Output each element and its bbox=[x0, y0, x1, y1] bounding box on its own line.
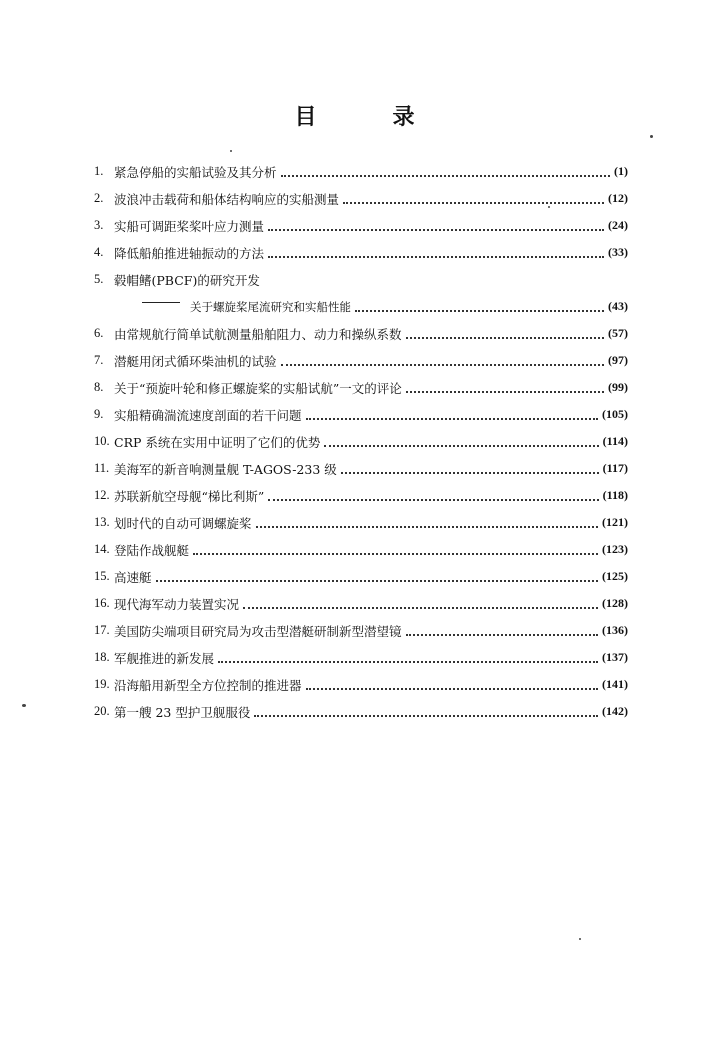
toc-entry[interactable] bbox=[94, 266, 628, 293]
toc-entry[interactable] bbox=[94, 536, 628, 563]
toc-entry[interactable] bbox=[94, 428, 628, 455]
entry-page: (99) bbox=[608, 380, 628, 394]
entry-title: 降低船舶推进轴振动的方法 bbox=[114, 245, 265, 261]
entry-page: (97) bbox=[608, 353, 628, 367]
entry-number: 1. bbox=[94, 164, 104, 178]
entry-page: (57) bbox=[608, 326, 628, 340]
toc-entry[interactable] bbox=[94, 509, 628, 536]
title-char-1: 目 bbox=[294, 104, 321, 130]
entry-title: 实船可调距桨桨叶应力测量 bbox=[114, 218, 265, 234]
entry-page: (123) bbox=[602, 542, 628, 556]
entry-number: 7. bbox=[94, 353, 104, 367]
entry-title: 毂帽鳍(PBCF)的研究开发 bbox=[114, 272, 260, 288]
toc-entry[interactable] bbox=[94, 455, 628, 482]
entry-title: 第一艘 23 型护卫舰服役 bbox=[114, 704, 251, 720]
entry-title: 苏联新航空母舰“梯比利斯” bbox=[114, 488, 265, 504]
entry-title: 由常规航行简单试航测量船舶阻力、动力和操纵系数 bbox=[114, 326, 402, 342]
toc-entry[interactable] bbox=[94, 401, 628, 428]
toc-entry[interactable] bbox=[94, 158, 628, 185]
dot-leader bbox=[193, 539, 598, 555]
entry-number: 20. bbox=[94, 704, 110, 718]
entry-title: 划时代的自动可调螺旋桨 bbox=[114, 515, 252, 531]
entry-number: 5. bbox=[94, 272, 104, 286]
entry-page: (128) bbox=[602, 596, 628, 610]
entry-number: 15. bbox=[94, 569, 110, 583]
toc-entry[interactable] bbox=[94, 374, 628, 401]
entry-page: (12) bbox=[608, 191, 628, 205]
toc-entry[interactable] bbox=[94, 239, 628, 266]
entry-number: 3. bbox=[94, 218, 104, 232]
entry-number: 4. bbox=[94, 245, 104, 259]
dot-leader bbox=[268, 215, 604, 231]
entry-number: 13. bbox=[94, 515, 110, 529]
toc-entry[interactable] bbox=[94, 698, 628, 725]
entry-number: 17. bbox=[94, 623, 110, 637]
scan-speck bbox=[650, 135, 653, 138]
toc-entry[interactable] bbox=[94, 320, 628, 347]
scan-speck bbox=[579, 938, 581, 940]
entry-number: 9. bbox=[94, 407, 104, 421]
toc-entry[interactable] bbox=[94, 617, 628, 644]
entry-page: (141) bbox=[602, 677, 628, 691]
dot-leader bbox=[355, 296, 604, 312]
dot-leader bbox=[243, 593, 598, 609]
toc-entry[interactable] bbox=[94, 347, 628, 374]
entry-page: (33) bbox=[608, 245, 628, 259]
entry-title: 实船精确湍流速度剖面的若干问题 bbox=[114, 407, 302, 423]
title-char-2: 录 bbox=[392, 104, 419, 130]
dot-leader bbox=[306, 404, 598, 420]
dot-leader bbox=[406, 377, 604, 393]
entry-page: (43) bbox=[608, 299, 628, 313]
entry-page: (117) bbox=[602, 461, 628, 475]
toc-entry[interactable] bbox=[94, 482, 628, 509]
entry-title: 美国防尖端项目研究局为攻击型潜艇研制新型潜望镜 bbox=[114, 623, 402, 639]
entry-title: 波浪冲击载荷和船体结构响应的实船测量 bbox=[114, 191, 340, 207]
dot-leader bbox=[268, 242, 604, 258]
entry-number: 6. bbox=[94, 326, 104, 340]
entry-number: 14. bbox=[94, 542, 110, 556]
scan-speck bbox=[22, 704, 26, 707]
entry-number: 11. bbox=[94, 461, 110, 475]
dot-leader bbox=[341, 458, 599, 474]
entry-number: 16. bbox=[94, 596, 110, 610]
entry-title: 军舰推进的新发展 bbox=[114, 650, 215, 666]
toc-subentry[interactable] bbox=[94, 293, 628, 320]
dot-leader bbox=[268, 485, 598, 501]
entry-page: (142) bbox=[602, 704, 628, 718]
entry-page: (24) bbox=[608, 218, 628, 232]
entry-page: (121) bbox=[602, 515, 628, 529]
dot-leader bbox=[406, 620, 598, 636]
dot-leader bbox=[254, 701, 598, 717]
dot-leader bbox=[406, 323, 604, 339]
dot-leader bbox=[306, 674, 598, 690]
entry-page: (118) bbox=[602, 488, 628, 502]
dot-leader bbox=[218, 647, 598, 663]
entry-page: (125) bbox=[602, 569, 628, 583]
entry-page: (105) bbox=[602, 407, 628, 421]
entry-title: 潜艇用闭式循环柴油机的试验 bbox=[114, 353, 277, 369]
entry-number: 10. bbox=[94, 434, 110, 448]
toc-entry[interactable] bbox=[94, 671, 628, 698]
em-dash bbox=[142, 302, 180, 303]
entry-number: 2. bbox=[94, 191, 104, 205]
dot-leader bbox=[281, 161, 610, 177]
scan-speck bbox=[230, 150, 232, 152]
entry-title: 紧急停船的实船试验及其分析 bbox=[114, 164, 277, 180]
entry-title: CRP 系统在实用中证明了它们的优势 bbox=[114, 434, 321, 450]
page-title bbox=[0, 100, 713, 131]
dot-leader bbox=[256, 512, 598, 528]
dot-leader bbox=[156, 566, 598, 582]
entry-page: (136) bbox=[602, 623, 628, 637]
entry-page: (1) bbox=[614, 164, 628, 178]
entry-page: (137) bbox=[602, 650, 628, 664]
entry-title: 关于螺旋桨尾流研究和实船性能 bbox=[190, 299, 351, 314]
entry-number: 8. bbox=[94, 380, 104, 394]
scan-speck bbox=[548, 206, 550, 208]
entry-page: (114) bbox=[602, 434, 628, 448]
table-of-contents bbox=[94, 158, 628, 725]
dot-leader bbox=[324, 431, 598, 447]
toc-entry[interactable] bbox=[94, 590, 628, 617]
dot-leader bbox=[343, 188, 604, 204]
dot-leader bbox=[281, 350, 604, 366]
toc-entry[interactable] bbox=[94, 563, 628, 590]
toc-entry[interactable] bbox=[94, 644, 628, 671]
entry-number: 19. bbox=[94, 677, 110, 691]
entry-number: 12. bbox=[94, 488, 110, 502]
entry-number: 18. bbox=[94, 650, 110, 664]
toc-entry[interactable] bbox=[94, 212, 628, 239]
entry-title: 关于“预旋叶轮和修正螺旋桨的实船试航”一文的评论 bbox=[114, 380, 402, 396]
entry-title: 高速艇 bbox=[114, 569, 152, 585]
entry-title: 美海军的新音响测量舰 T-AGOS-233 级 bbox=[114, 461, 337, 477]
entry-title: 登陆作战舰艇 bbox=[114, 542, 190, 558]
entry-title: 现代海军动力装置实况 bbox=[114, 596, 240, 612]
entry-title: 沿海船用新型全方位控制的推进器 bbox=[114, 677, 302, 693]
